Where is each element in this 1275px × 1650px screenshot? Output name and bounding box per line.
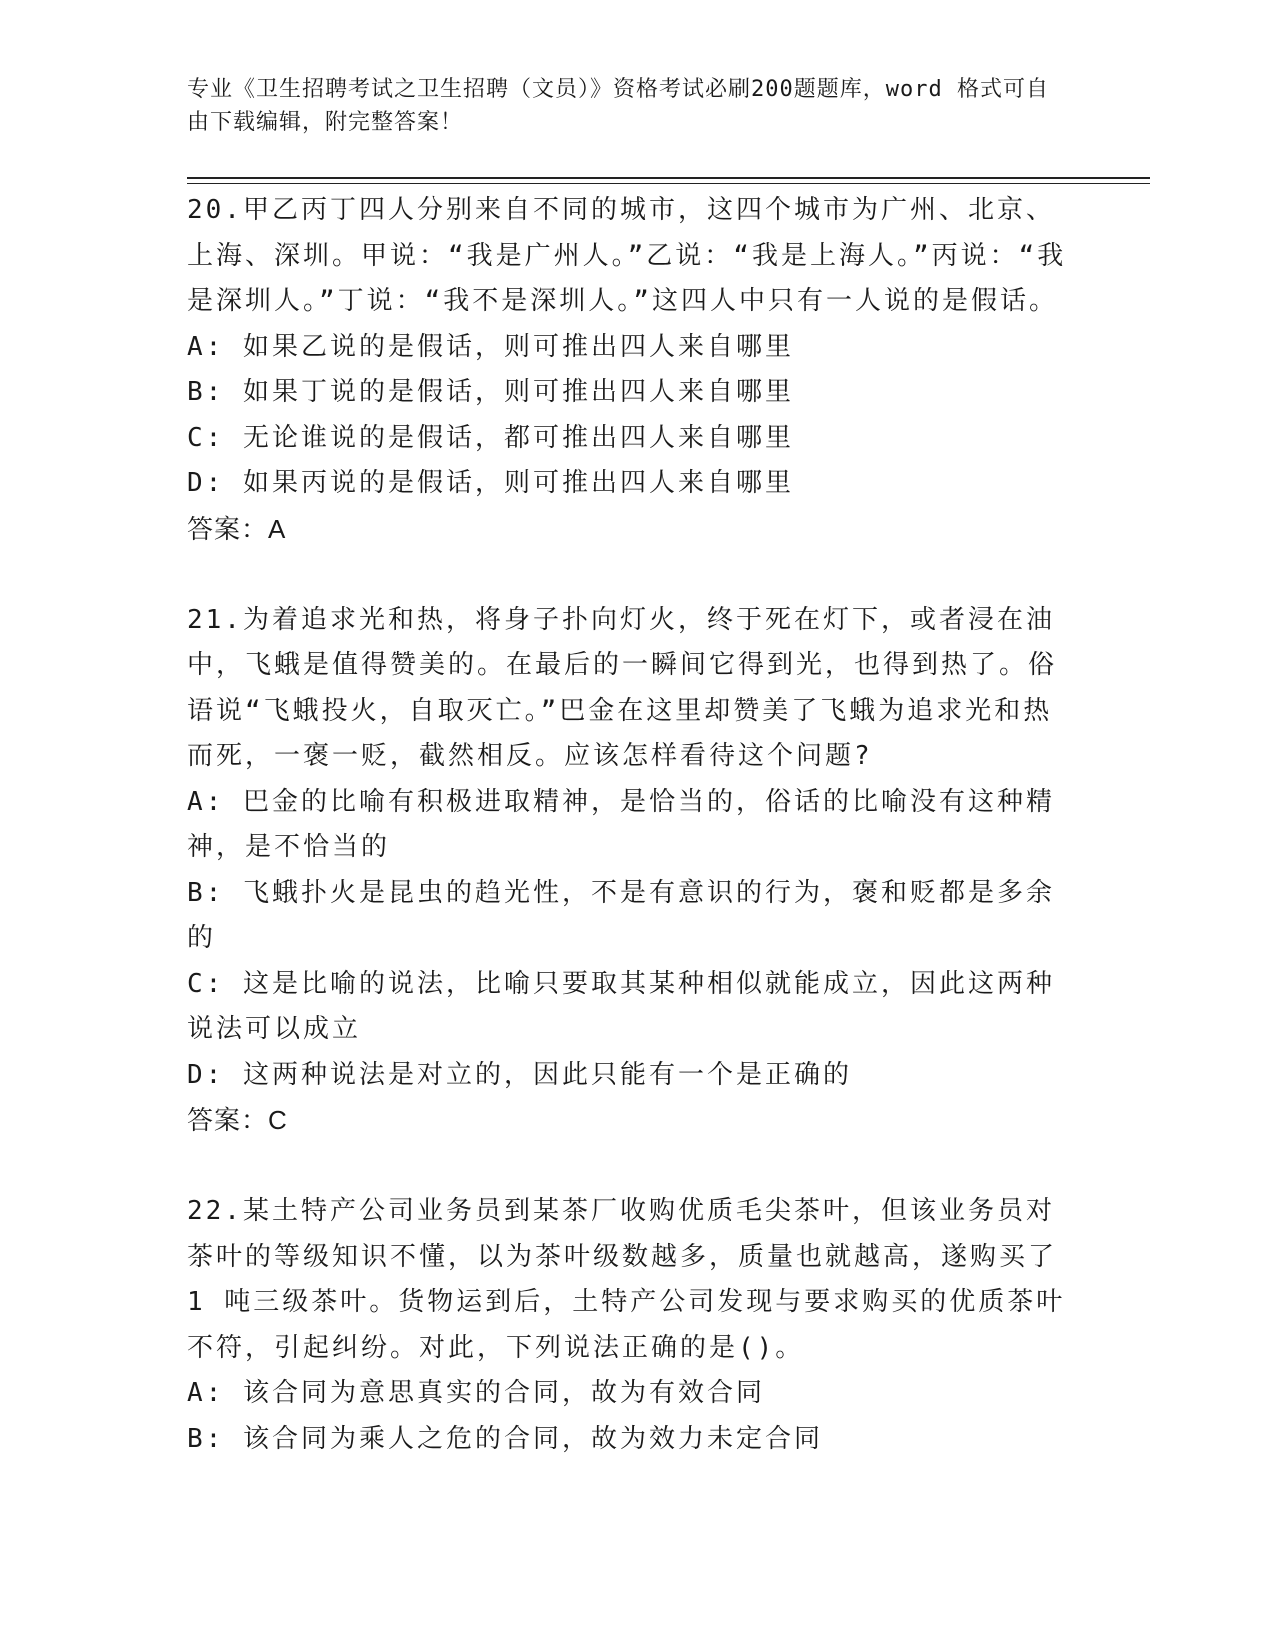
document-header: 专业《卫生招聘考试之卫生招聘（文员）》资格考试必刷200题题库，word 格式可自由下载编辑，附完整答案！ (187, 77, 1049, 135)
question-spacer (187, 552, 1077, 598)
question-text: 20.甲乙丙丁四人分别来自不同的城市，这四个城市为广州、北京、上海、深圳。甲说：“我是广州人。”乙说：“我是上海人。”丙说：“我是深圳人。”丁说：“我不是深圳人。”这四人中只有一人说的是假话。 (187, 195, 1067, 316)
question-20 (187, 188, 1077, 552)
question-list (187, 188, 1077, 1462)
option-d: D: 如果丙说的是假话，则可推出四人来自哪里 (187, 468, 794, 498)
option-d: D: 这两种说法是对立的，因此只能有一个是正确的 (187, 1059, 852, 1090)
option-b: B: 如果丁说的是假话，则可推出四人来自哪里 (187, 377, 794, 407)
option-a: A: 该合同为意思真实的合同，故为有效合同 (187, 1378, 765, 1408)
option-b: B: 该合同为乘人之危的合同，故为效力未定合同 (187, 1423, 823, 1454)
question-21 (187, 598, 1077, 1144)
header-divider-thick (187, 177, 1150, 179)
option-b: B: 飞蛾扑火是昆虫的趋光性，不是有意识的行为，褒和贬都是多余的 (187, 877, 1055, 953)
question-text: 21.为着追求光和热，将身子扑向灯火，终于死在灯下，或者浸在油中，飞蛾是值得赞美的。在最后的一瞬间它得到光，也得到热了。俗语说“飞蛾投火，自取灭亡。”巴金在这里却赞美了飞蛾为追求光和热而死，一褒一贬，截然相反。应该怎样看待这个问题? (187, 604, 1058, 771)
question-22 (187, 1189, 1077, 1462)
question-text: 22.某土特产公司业务员到某茶厂收购优质毛尖茶叶，但该业务员对茶叶的等级知识不懂，以为茶叶级数越多，质量也就越高，遂购买了 1 吨三级茶叶。货物运到后，土特产公司发现与要求购买的优质茶叶不符，引起纠纷。对此，下列说法正确的是()。 (187, 1196, 1066, 1363)
option-c: C: 这是比喻的说法，比喻只要取其某种相似就能成立，因此这两种说法可以成立 (187, 968, 1055, 1044)
question-spacer (187, 1144, 1077, 1190)
answer-label: 答案：C (187, 1105, 288, 1135)
option-a: A: 如果乙说的是假话，则可推出四人来自哪里 (187, 331, 794, 362)
answer-label: 答案：A (187, 513, 287, 544)
option-c: C: 无论谁说的是假话，都可推出四人来自哪里 (187, 422, 794, 453)
option-a: A: 巴金的比喻有积极进取精神，是恰当的，俗话的比喻没有这种精神，是不恰当的 (187, 786, 1055, 862)
header-divider-thin (187, 183, 1150, 184)
